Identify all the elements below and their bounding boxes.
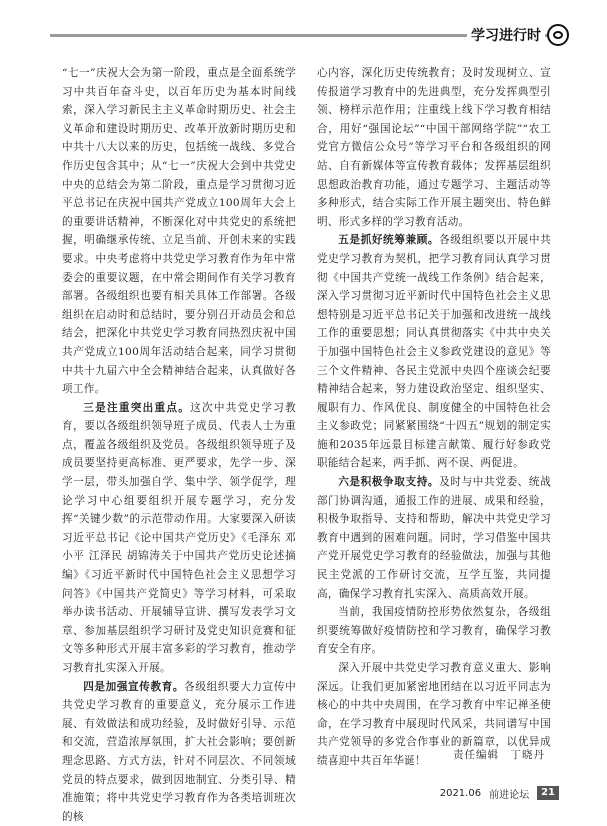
issue-date: 2021.06 <box>439 787 482 799</box>
page-number: 21 <box>537 786 559 800</box>
paragraph-lead: 五是抓好统筹兼顾。 <box>338 234 440 247</box>
magazine-name: 前进论坛 <box>489 789 530 801</box>
paragraph: 深入开展中共党史学习教育意义重大、影响深远。让我们更加紧密地团结在以习近平同志为核心的中共中央周围，在学习教育中牢记禅圣使命，在学习教育中展现时代风采，共同谱写中国共产党领导的多党合作事业的新篇章，以优异成绩喜迎中共百年华诞！ <box>317 662 551 767</box>
right-column <box>317 64 551 771</box>
magazine-logo-icon <box>547 24 569 46</box>
paragraph: 四是加强宣传教育。各级组织要大力宣传中共党史学习教育的重要意义，充分展示工作进展、有效做法和成功经验，及时做好引导、示范和交流，营造浓厚氛围，扩大社会影响；要创新理念思路、方式方法，针对不同层次、不同领域党员的特点要求，做到因地制宜、分类引导、精准施策；将中共党史学习教育作为各类培训班次的核 <box>62 680 297 823</box>
paragraph-lead: 六是积极争取支持。 <box>338 476 440 489</box>
section-title: 学习进行时 <box>467 27 545 45</box>
paragraph: 当前，我国疫情防控形势依然复杂，各级组织要统筹做好疫情防控和学习教育，确保学习教育安全有序。 <box>317 606 551 656</box>
left-column <box>62 64 296 826</box>
paragraph: 五是抓好统筹兼顾。各级组织要以开展中共党史学习教育为契机，把学习教育同认真学习贯彻《中国共产党统一战线工作条例》结合起来，深入学习贯彻习近平新时代中国特色社会主义思想特别是习近平总书记关于加强和改进统一战线工作的重要思想；同认真贯彻落实《中共中央关于加强中国特色社会主义参政党建设的意见》等三个文件精神、各民主党派中央四个座谈会纪要精神结合起来，努力建设政治坚定、组织坚实、履职有力、作风优良、制度健全的中国特色社会主义参政党；同紧紧围绕“十四五”规划的制定实施和2035年远景目标建言献策、履行好参政党职能结合起来，两手抓、两不误、两促进。 <box>317 234 552 470</box>
paragraph: 心内容，深化历史传统教育；及时发现树立、宣传报道学习教育中的先进典型，充分发挥典型引领、榜样示范作用；注重线上线下学习教育相结合，用好“强国论坛”“中国干部网络学院”“农工党官方微信公众号”等学习平台和各级组织的网站、自有新媒体等宣传教育载体；发挥基层组织思想政治教育功能，通过专题学习、主题活动等多种形式，结合实际工作开展主题突出、特色鲜明、形式多样的学习教育活动。 <box>317 67 551 228</box>
page-footer <box>440 786 559 800</box>
paragraph: 三是注重突出重点。这次中共党史学习教育，要以各级组织领导班子成员、代表人士为重点，覆盖各级组织及党员。各级组织领导班子及成员要坚持更高标准、更严要求，先学一步、深学一层，带头加强自学、集中学、领学促学，理论学习中心组要组织开展专题学习，充分发挥“关键少数”的示范带动作用。大家要深入研读习近平总书记《论中国共产党历史》《毛泽东 邓小平 江泽民 胡锦涛关于中国共产党历史论述摘编》《习近平新时代中国特色社会主义思想学习问答》《中国共产党简史》等学习材料，可采取举办读书活动、开展辅导宣讲、撰写发表学习文章、参加基层组织学习研讨及党史知识竞赛和征文等多种形式开展丰富多彩的学习教育，推动学习教育扎实深入开展。 <box>62 401 297 674</box>
paragraph-lead: 三是注重突出重点。 <box>83 401 191 414</box>
paragraph: 六是积极争取支持。及时与中共党委、统战部门协调沟通，通报工作的进展、成果和经验，积极争取指导、支持和帮助，解决中共党史学习教育中遇到的困难问题。同时，学习借鉴中国共产党开展党史学习教育的经验做法，加强与其他民主党派的工作研讨交流，互学互鉴，共同提高，确保学习教育扎实深入、高质高效开展。 <box>317 476 552 600</box>
editor-signature: 责任编辑 丁晓丹 <box>453 749 545 761</box>
paragraph: “七一”庆祝大会为第一阶段，重点是全面系统学习中共百年奋斗史，以百年历史为基本时间线索，深入学习新民主主义革命时期历史、社会主义革命和建设时期历史、改革开放新时期历史和中共十八大以来的历史，包括统一战线、多党合作历史包含其中；从“七一”庆祝大会到中共党史中央的总结会为第二阶段，重点是学习贯彻习近平总书记在庆祝中国共产党成立100周年大会上的重要讲话精神，不断深化对中共党史的系统把握，明确继承传统、立足当前、开创未来的实践要求。中央考虑将中共党史学习教育作为年中常委会的重要议题，在中常会期间作有关学习教育部署。各级组织也要有相关具体工作部署。各级组织在启动时和总结时，要分别召开动员会和总结会，把深化中共党史学习教育同热烈庆祝中国共产党成立100周年活动结合起来，同学习贯彻中共十九届六中全会精神结合起来，认真做好各项工作。 <box>62 67 296 396</box>
paragraph-lead: 四是加强宣传教育。 <box>83 680 185 693</box>
